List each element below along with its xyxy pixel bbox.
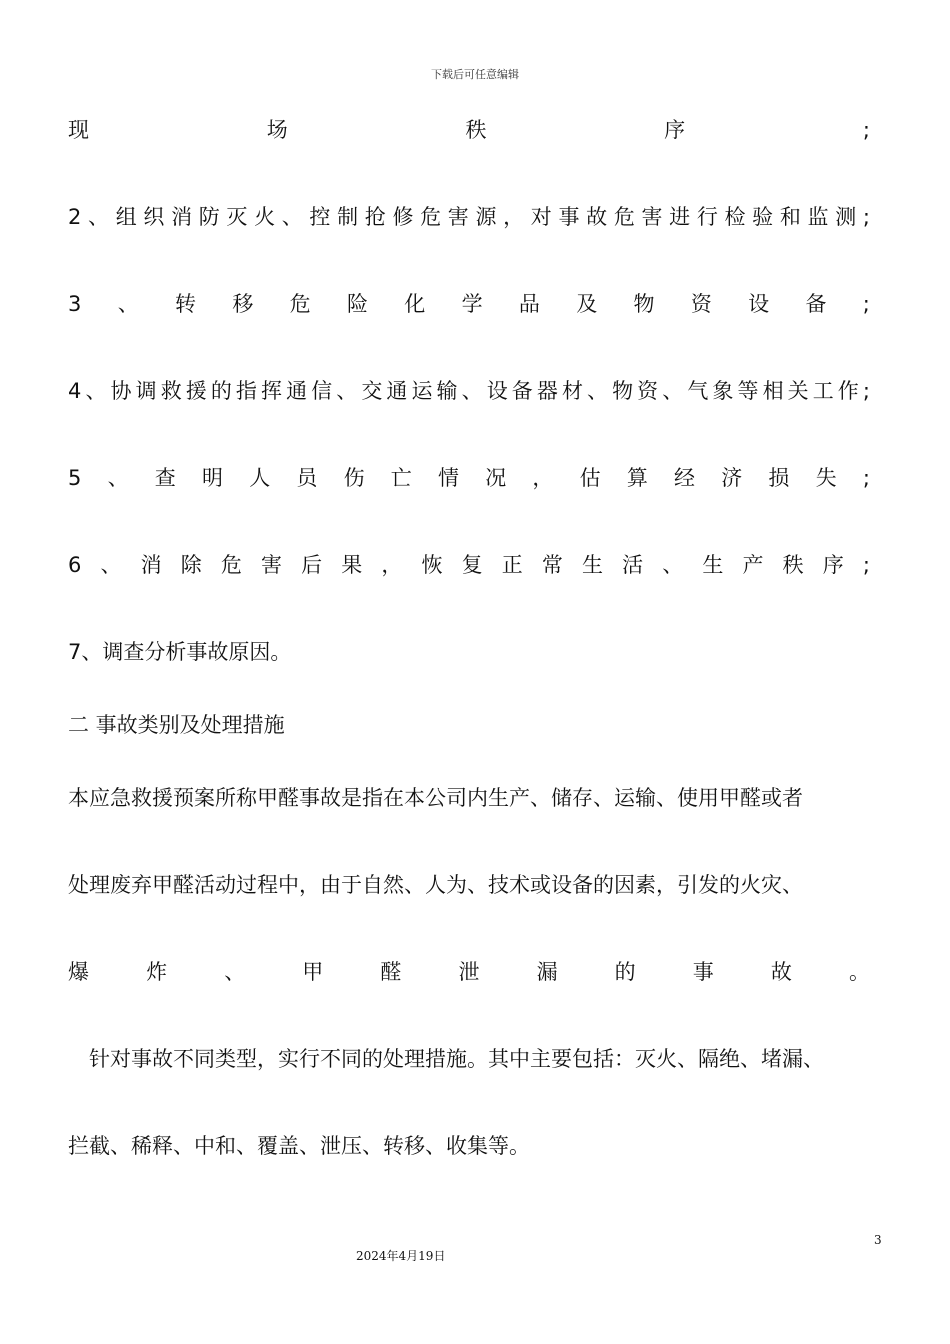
body-line: 4 、 协 调 救 援 的 指 挥 通 信 、 交 通 运 输 、 设 备 器 材 、 物 资 、 气 象 等 相 关 工 作 ;: [68, 379, 870, 403]
body-line: 3 、 转 移 危 险 化 学 品 及 物 资 设 备 ;: [68, 292, 870, 316]
body-line: 针对事故不同类型，实行不同的处理措施。其中主要包括：灭火、隔绝、堵漏、: [68, 1047, 824, 1071]
body-line: 5 、 查 明 人 员 伤 亡 情 况 ， 估 算 经 济 损 失 ;: [68, 466, 870, 490]
footer-date: 2024年4月19日: [356, 1249, 446, 1263]
body-line: 6 、 消 除 危 害 后 果 ， 恢 复 正 常 生 活 、 生 产 秩 序 ;: [68, 553, 870, 577]
body-line: 本应急救援预案所称甲醛事故是指在本公司内生产、储存、运输、使用甲醛或者: [68, 786, 803, 810]
body-line: 拦截、稀释、中和、覆盖、泄压、转移、收集等。: [68, 1134, 530, 1158]
header-note: 下载后可任意编辑: [431, 68, 519, 81]
body-line: 现 场 秩 序 ;: [68, 118, 870, 142]
body-line: 2 、 组 织 消 防 灭 火 、 控 制 抢 修 危 害 源 ， 对 事 故 危 害 进 行 检 验 和 监 测 ;: [68, 205, 870, 229]
body-line: 爆 炸 、 甲 醛 泄 漏 的 事 故 。: [68, 960, 870, 984]
page-number: 3: [874, 1233, 882, 1247]
body-line: 7、调查分析事故原因。: [68, 640, 292, 664]
body-line: 处理废弃甲醛活动过程中，由于自然、人为、技术或设备的因素，引发的火灾、: [68, 873, 803, 897]
section-heading: 二 事故类别及处理措施: [68, 713, 285, 737]
